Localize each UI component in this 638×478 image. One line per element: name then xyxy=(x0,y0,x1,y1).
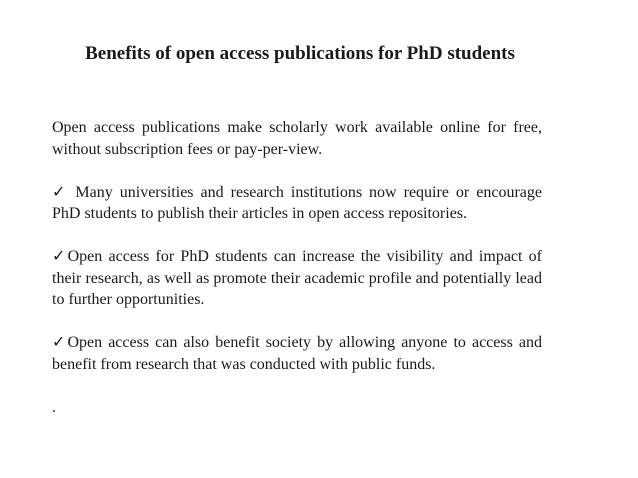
bullet-society xyxy=(52,332,542,375)
bullet-text: Open access for PhD students can increase the visibility and impact of their research, as well as promote their academic profile and potentially lead to further opportunities. xyxy=(52,248,543,308)
bullet-text: Open access can also benefit society by allowing anyone to access and benefit from research that was conducted with public funds. xyxy=(52,334,542,373)
bullet-requirements xyxy=(52,182,542,225)
checkmark-icon: ✓ xyxy=(52,248,68,265)
paragraph-text: Open access publications make scholarly work available online for free, without subscription fees or pay-per-view. xyxy=(52,119,542,158)
checkmark-icon: ✓ xyxy=(52,334,68,351)
trailing-period: . xyxy=(52,398,56,416)
slide-title: Benefits of open access publications for PhD students xyxy=(85,43,515,64)
paragraph-intro xyxy=(52,117,542,160)
checkmark-icon: ✓ xyxy=(52,183,76,201)
bullet-text: Many universities and research institutions now require or encourage PhD students to publish their articles in open access repositories. xyxy=(52,183,543,222)
slide-body xyxy=(52,117,542,418)
bullet-visibility xyxy=(52,246,542,311)
